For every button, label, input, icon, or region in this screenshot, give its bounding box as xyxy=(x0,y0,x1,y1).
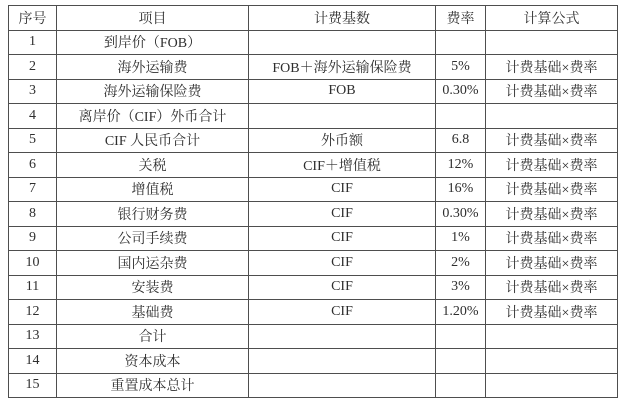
cell-no: 8 xyxy=(9,202,57,227)
cell-rate xyxy=(436,104,486,129)
cell-item: 合计 xyxy=(57,324,249,349)
header-cell-base: 计费基数 xyxy=(249,6,436,31)
cell-base: FOB xyxy=(249,79,436,104)
table-row xyxy=(9,153,618,178)
cell-item: 银行财务费 xyxy=(57,202,249,227)
table-body xyxy=(9,30,618,398)
cell-no: 6 xyxy=(9,153,57,178)
cell-formula: 计费基础×费率 xyxy=(486,300,618,325)
table-row xyxy=(9,275,618,300)
table-row xyxy=(9,79,618,104)
cell-rate: 5% xyxy=(436,55,486,80)
cell-rate xyxy=(436,30,486,55)
cell-base xyxy=(249,104,436,129)
cell-item: 安装费 xyxy=(57,275,249,300)
table-row xyxy=(9,30,618,55)
cell-rate: 6.8 xyxy=(436,128,486,153)
table-row xyxy=(9,251,618,276)
cell-no: 7 xyxy=(9,177,57,202)
cell-base xyxy=(249,30,436,55)
cell-no: 15 xyxy=(9,373,57,398)
cell-base xyxy=(249,349,436,374)
cell-formula: 计费基础×费率 xyxy=(486,79,618,104)
cell-formula: 计费基础×费率 xyxy=(486,128,618,153)
table-row xyxy=(9,55,618,80)
cell-rate: 0.30% xyxy=(436,202,486,227)
cell-no: 10 xyxy=(9,251,57,276)
header-cell-item: 项目 xyxy=(57,6,249,31)
cell-base: CIF xyxy=(249,202,436,227)
cell-formula: 计费基础×费率 xyxy=(486,226,618,251)
cell-no: 2 xyxy=(9,55,57,80)
table-row xyxy=(9,202,618,227)
table-row xyxy=(9,324,618,349)
table-row xyxy=(9,128,618,153)
fee-calculation-table xyxy=(8,5,618,398)
cell-rate xyxy=(436,324,486,349)
cell-formula xyxy=(486,349,618,374)
cell-base: CIF xyxy=(249,275,436,300)
cell-base: CIF xyxy=(249,300,436,325)
cell-base: CIF xyxy=(249,251,436,276)
cell-no: 3 xyxy=(9,79,57,104)
cell-rate: 1.20% xyxy=(436,300,486,325)
cell-base: FOB＋海外运输保险费 xyxy=(249,55,436,80)
cell-item: 关税 xyxy=(57,153,249,178)
cell-item: 海外运输保险费 xyxy=(57,79,249,104)
cell-item: 重置成本总计 xyxy=(57,373,249,398)
table-row xyxy=(9,177,618,202)
cell-rate xyxy=(436,373,486,398)
cell-base xyxy=(249,373,436,398)
cell-formula xyxy=(486,324,618,349)
cell-item: 基础费 xyxy=(57,300,249,325)
table-row xyxy=(9,226,618,251)
cell-item: CIF 人民币合计 xyxy=(57,128,249,153)
cell-no: 4 xyxy=(9,104,57,129)
cell-item: 离岸价（CIF）外币合计 xyxy=(57,104,249,129)
cell-formula: 计费基础×费率 xyxy=(486,202,618,227)
cell-formula: 计费基础×费率 xyxy=(486,251,618,276)
cell-item: 海外运输费 xyxy=(57,55,249,80)
cell-no: 11 xyxy=(9,275,57,300)
cell-item: 国内运杂费 xyxy=(57,251,249,276)
cell-no: 1 xyxy=(9,30,57,55)
cell-formula: 计费基础×费率 xyxy=(486,177,618,202)
table-row xyxy=(9,349,618,374)
table-row xyxy=(9,104,618,129)
cell-formula xyxy=(486,30,618,55)
cell-rate: 3% xyxy=(436,275,486,300)
cell-no: 5 xyxy=(9,128,57,153)
cell-formula: 计费基础×费率 xyxy=(486,153,618,178)
table-row xyxy=(9,373,618,398)
cell-rate: 16% xyxy=(436,177,486,202)
cell-base: CIF＋增值税 xyxy=(249,153,436,178)
table-row xyxy=(9,300,618,325)
cell-item: 公司手续费 xyxy=(57,226,249,251)
cell-no: 13 xyxy=(9,324,57,349)
cell-base: 外币额 xyxy=(249,128,436,153)
cell-formula xyxy=(486,373,618,398)
cell-rate: 0.30% xyxy=(436,79,486,104)
cell-no: 9 xyxy=(9,226,57,251)
cell-item: 到岸价（FOB） xyxy=(57,30,249,55)
cell-rate xyxy=(436,349,486,374)
cell-rate: 12% xyxy=(436,153,486,178)
cell-no: 12 xyxy=(9,300,57,325)
cell-rate: 1% xyxy=(436,226,486,251)
header-cell-rate: 费率 xyxy=(436,6,486,31)
cell-item: 增值税 xyxy=(57,177,249,202)
cell-base: CIF xyxy=(249,177,436,202)
header-cell-formula: 计算公式 xyxy=(486,6,618,31)
cell-formula: 计费基础×费率 xyxy=(486,55,618,80)
cell-base xyxy=(249,324,436,349)
header-cell-no: 序号 xyxy=(9,6,57,31)
cell-formula xyxy=(486,104,618,129)
cell-no: 14 xyxy=(9,349,57,374)
header-row xyxy=(9,6,618,31)
cell-item: 资本成本 xyxy=(57,349,249,374)
cell-base: CIF xyxy=(249,226,436,251)
cell-formula: 计费基础×费率 xyxy=(486,275,618,300)
cell-rate: 2% xyxy=(436,251,486,276)
